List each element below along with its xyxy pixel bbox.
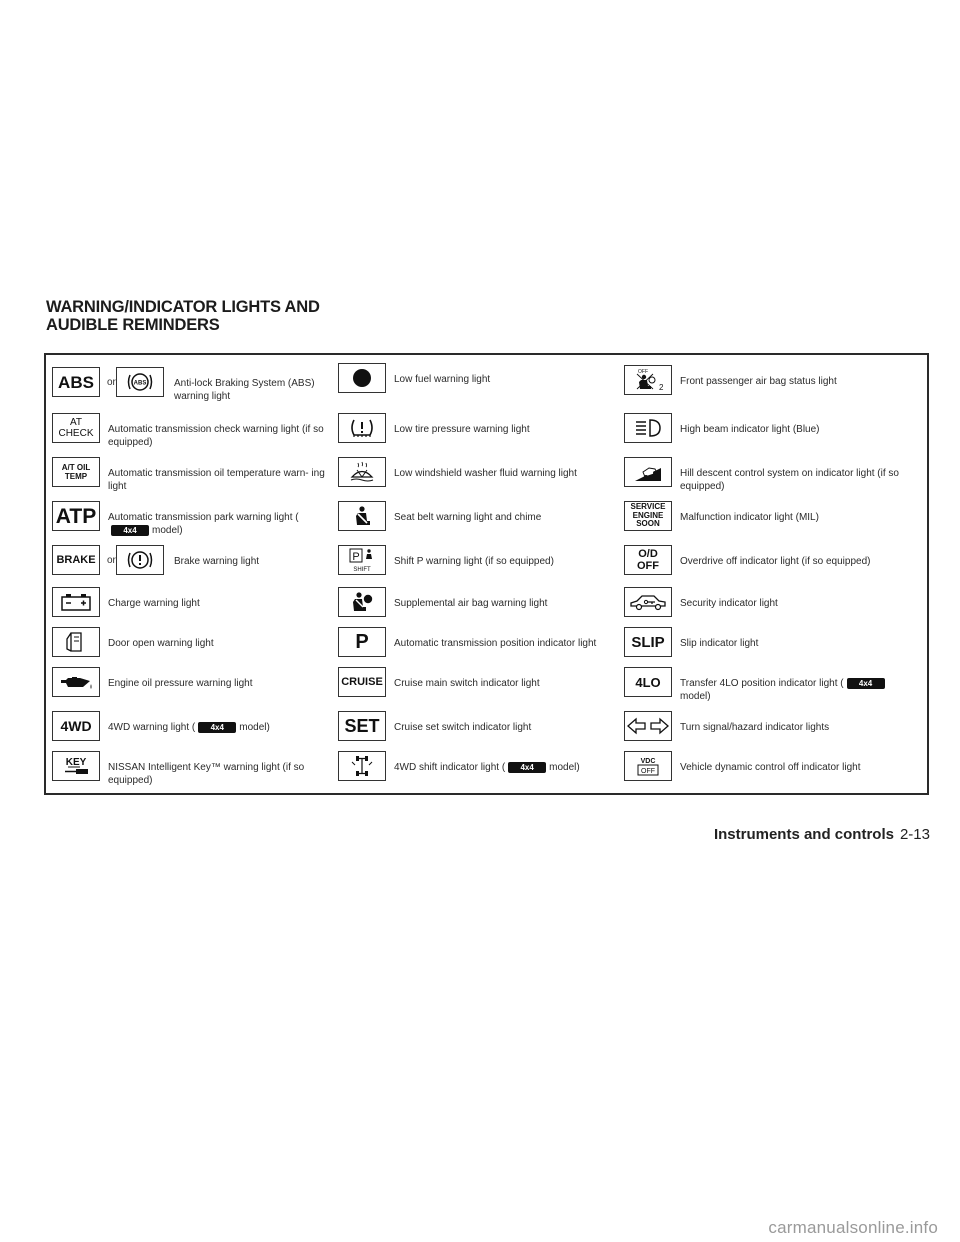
low-tire-description: Low tire pressure warning light — [394, 424, 530, 435]
atp-description: Automatic transmission park warning light (4x4 model) — [108, 512, 299, 536]
svg-text:2: 2 — [659, 383, 664, 392]
charge-description: Charge warning light — [108, 598, 200, 609]
row-shift-p — [332, 543, 622, 583]
slip-description: Slip indicator light — [680, 638, 759, 649]
row-passenger-air-bag — [618, 363, 918, 403]
at-oil-temp-description: Automatic transmission oil temperature warn- ing light — [108, 468, 325, 492]
heading-line-2: AUDIBLE REMINDERS — [46, 316, 220, 334]
row-vdc-off — [618, 749, 918, 789]
4x4-badge-icon: 4x4 — [508, 762, 546, 773]
row-brake — [46, 543, 336, 583]
cruise-icon: CRUISE — [338, 667, 386, 697]
row-hill-descent — [618, 455, 918, 495]
row-4wd-shift — [332, 749, 622, 789]
row-at-position — [332, 625, 622, 665]
battery-icon — [52, 587, 100, 617]
4lo-icon: 4LO — [624, 667, 672, 697]
turn-signal-arrows-icon — [624, 711, 672, 741]
page-footer — [714, 826, 930, 843]
hill-descent-description: Hill descent control system on indicator light (if so equipped) — [680, 468, 899, 492]
heading-line-1: WARNING/INDICATOR LIGHTS AND — [46, 298, 320, 316]
washer-fluid-description: Low windshield washer fluid warning light — [394, 468, 577, 479]
at-check-description: Automatic transmission check warning light (if so equipped) — [108, 424, 324, 448]
row-intelligent-key — [46, 749, 336, 789]
at-check-icon: AT CHECK — [52, 413, 100, 443]
high-beam-description: High beam indicator light (Blue) — [680, 424, 820, 435]
seat-belt-description: Seat belt warning light and chime — [394, 512, 542, 523]
4x4-badge-icon: 4x4 — [847, 678, 885, 689]
4wd-icon: 4WD — [52, 711, 100, 741]
svg-text:SHIFT: SHIFT — [353, 567, 371, 573]
security-description: Security indicator light — [680, 598, 778, 609]
intelligent-key-description: NISSAN Intelligent Key™ warning light (if so equipped) — [108, 762, 305, 786]
vdc-off-icon — [624, 751, 672, 781]
brake-description: Brake warning light — [174, 556, 260, 567]
row-low-fuel — [332, 361, 622, 401]
od-off-icon: O/D OFF — [624, 545, 672, 575]
row-overdrive-off — [618, 543, 918, 583]
mil-description: Malfunction indicator light (MIL) — [680, 512, 819, 523]
row-charge — [46, 585, 336, 625]
set-icon: SET — [338, 711, 386, 741]
abs-text-icon: ABS — [52, 367, 100, 397]
row-4wd — [46, 709, 336, 749]
at-position-description: Automatic transmission position indicator light — [394, 638, 597, 649]
shift-p-icon — [338, 545, 386, 575]
door-open-icon — [52, 627, 100, 657]
or-label: or — [107, 555, 116, 566]
row-set — [332, 709, 622, 749]
svg-text:ABS: ABS — [133, 380, 147, 387]
row-air-bag — [332, 585, 622, 625]
svg-text:P: P — [352, 551, 360, 563]
passenger-air-bag-off-icon — [624, 365, 672, 395]
4lo-description: Transfer 4LO position indicator light ( 4x4model) — [680, 677, 910, 703]
vdc-off-description: Vehicle dynamic control off indicator light — [680, 762, 861, 773]
atp-icon: ATP — [52, 501, 100, 531]
brake-circle-icon — [116, 545, 164, 575]
row-engine-oil — [46, 665, 336, 705]
engine-oil-description: Engine oil pressure warning light — [108, 678, 253, 689]
key-icon — [52, 751, 100, 781]
passenger-air-bag-description: Front passenger air bag status light — [680, 376, 837, 387]
svg-text:VDC: VDC — [640, 758, 656, 765]
row-4lo — [618, 665, 918, 705]
at-oil-temp-icon: A/T OIL TEMP — [52, 457, 100, 487]
security-car-icon — [624, 587, 672, 617]
high-beam-icon — [624, 413, 672, 443]
row-washer-fluid — [332, 455, 622, 495]
or-label: or — [107, 377, 116, 388]
air-bag-icon — [338, 587, 386, 617]
row-abs — [46, 365, 336, 405]
svg-text:KEY: KEY — [65, 757, 87, 768]
row-slip — [618, 625, 918, 665]
section-heading — [46, 298, 320, 334]
tire-pressure-icon — [338, 413, 386, 443]
washer-fluid-icon — [338, 457, 386, 487]
turn-signal-description: Turn signal/hazard indicator lights — [680, 722, 830, 733]
row-atp — [46, 499, 336, 539]
seat-belt-icon — [338, 501, 386, 531]
hill-descent-icon — [624, 457, 672, 487]
row-security — [618, 585, 918, 625]
shift-p-description: Shift P warning light (if so equipped) — [394, 556, 554, 567]
4wd-shift-description: 4WD shift indicator light ( 4x4 model) — [394, 762, 580, 773]
row-low-tire — [332, 411, 622, 451]
slip-icon: SLIP — [624, 627, 672, 657]
brake-text-icon: BRAKE — [52, 545, 100, 575]
abs-description: Anti-lock Braking System (ABS) warning light — [174, 378, 315, 402]
svg-text:OFF: OFF — [638, 369, 648, 375]
indicator-lights-table — [44, 353, 929, 795]
row-seat-belt — [332, 499, 622, 539]
page-number: 2-13 — [899, 826, 930, 843]
at-position-icon: P — [338, 627, 386, 657]
low-fuel-description: Low fuel warning light — [394, 374, 491, 385]
row-cruise — [332, 665, 622, 705]
4wd-shift-icon — [338, 751, 386, 781]
row-mil — [618, 499, 918, 539]
footer-section-title: Instruments and controls — [713, 826, 894, 843]
oil-can-icon — [52, 667, 100, 697]
4wd-description: 4WD warning light ( 4x4 model) — [108, 722, 270, 733]
row-high-beam — [618, 411, 918, 451]
cruise-description: Cruise main switch indicator light — [394, 678, 540, 689]
set-description: Cruise set switch indicator light — [394, 722, 532, 733]
row-door-open — [46, 625, 336, 665]
row-at-check — [46, 411, 336, 451]
4x4-badge-icon: 4x4 — [198, 722, 236, 733]
row-at-oil-temp — [46, 455, 336, 495]
overdrive-off-description: Overdrive off indicator light (if so equipped) — [680, 556, 871, 567]
row-turn-signal — [618, 709, 918, 749]
watermark-text: carmanualsonline.info — [768, 1218, 938, 1237]
abs-circle-icon — [116, 367, 164, 397]
service-engine-soon-icon: SERVICE ENGINE SOON — [624, 501, 672, 531]
fuel-icon — [338, 363, 386, 393]
svg-text:OFF: OFF — [641, 768, 655, 775]
air-bag-description: Supplemental air bag warning light — [394, 598, 548, 609]
door-open-description: Door open warning light — [108, 638, 214, 649]
4x4-badge-icon: 4x4 — [111, 525, 149, 536]
